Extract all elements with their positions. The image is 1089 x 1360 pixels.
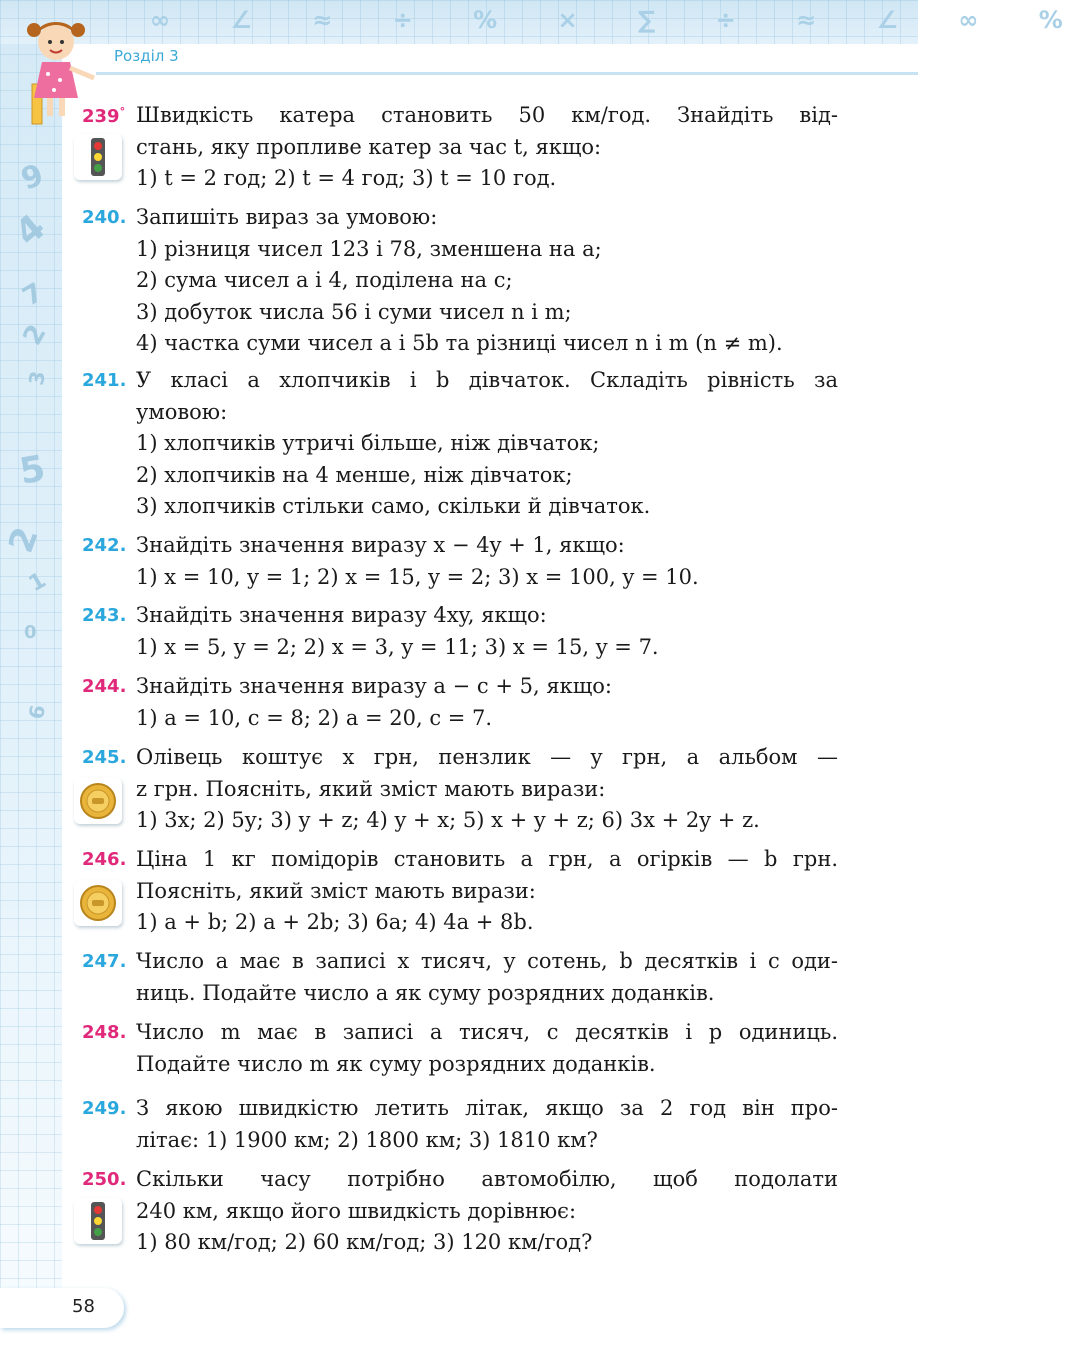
deco-glyph-row: ∞ ∠ ≈ ÷ % × ∑ ÷ ≈ ∠ ∞ % (150, 6, 1089, 34)
text-line: Скільки часу потрібно автомобілю, щоб подолати (136, 1167, 838, 1191)
exercise-number: 239° (82, 105, 126, 127)
exercise-number: 242. (82, 535, 127, 556)
text-line: літає: 1) 1900 км; 2) 1800 км; 3) 1810 км? (136, 1127, 598, 1152)
text-line: 240 км, якщо його швидкість дорівнює: (136, 1198, 577, 1223)
exercise-number: 247. (82, 951, 127, 972)
text-line: 1) x = 5, y = 2; 2) x = 3, y = 11; 3) x = 15, y = 7. (136, 634, 659, 659)
text-line: 1) t = 2 год; 2) t = 4 год; 3) t = 10 год. (136, 166, 557, 190)
deco-digit: 7 (17, 277, 49, 313)
text-line: З якою швидкістю летить літак, якщо за 2 год він про- (136, 1096, 838, 1120)
text-line: Олівець коштує x грн, пензлик — y грн, а альбом — (136, 745, 838, 769)
text-line: 1) 3x; 2) 5y; 3) y + z; 4) y + x; 5) x + y + z; 6) 3x + 2y + z. (136, 808, 760, 832)
deco-digit: 6 (23, 703, 50, 721)
exercise-number: 241. (82, 370, 127, 391)
exercise-number: 245. (82, 747, 127, 768)
header-bar (96, 44, 918, 75)
text-line: Число m має в записі a тисяч, c десятків і p одиниць. (136, 1020, 838, 1044)
deco-digit: 2 (0, 522, 47, 558)
deco-digit: 2 (17, 319, 53, 351)
exercise-text (136, 530, 838, 593)
exercise-text (136, 202, 838, 360)
exercise-text (136, 100, 838, 195)
deco-digit: 3 (23, 369, 50, 387)
exercise-text (136, 844, 838, 939)
exercise-number: 240. (82, 207, 127, 228)
deco-digit: 1 (24, 567, 51, 598)
text-line: Знайдіть значення виразу 4xy, якщо: (136, 603, 547, 627)
exercise-number: 244. (82, 676, 127, 697)
top-decoration (0, 0, 1089, 44)
text-line: Знайдіть значення виразу x − 4y + 1, якщо: (136, 533, 625, 557)
text-line: 2) хлопчиків на 4 менше, ніж дівчаток; (136, 462, 573, 487)
text-line: Число a має в записі x тисяч, y сотень, b десятків і c оди- (136, 949, 838, 973)
text-line: z грн. Поясніть, який зміст мають вирази: (136, 776, 606, 801)
text-line: 1) різниця чисел 123 і 78, зменшена на a; (136, 236, 602, 261)
exercise-number: 243. (82, 605, 127, 626)
traffic-light-icon (74, 1198, 122, 1244)
deco-digit: 9 (16, 157, 49, 198)
text-line: 1) хлопчиків утричі більше, ніж дівчаток; (136, 431, 600, 455)
text-line: Запишіть вираз за умовою: (136, 205, 438, 229)
text-line: Подайте число m як суму розрядних доданків. (136, 1051, 656, 1076)
deco-digit: 0 (24, 622, 37, 643)
text-line: 4) частка суми чисел a і 5b та різниці чисел n і m (n ≠ m). (136, 331, 783, 355)
exercise-text (136, 946, 838, 1009)
deco-digit: 5 (16, 448, 49, 493)
section-title: Розділ 3 (114, 47, 179, 65)
exercise-text (136, 671, 838, 734)
text-line: ниць. Подайте число a як суму розрядних доданків. (136, 980, 715, 1005)
text-line: Швидкість катера становить 50 км/год. Знайдіть від- (136, 103, 838, 127)
text-line: 1) a = 10, c = 8; 2) a = 20, c = 7. (136, 705, 493, 730)
text-line: Ціна 1 кг помідорів становить a грн, а огірків — b грн. (136, 847, 838, 871)
coin-icon (74, 778, 122, 824)
text-line: Знайдіть значення виразу a − c + 5, якщо: (136, 674, 612, 698)
text-line: 3) добуток числа 56 і суми чисел n і m; (136, 299, 572, 324)
page-number: 58 (72, 1296, 95, 1317)
exercise-text (136, 1017, 838, 1080)
side-decoration (0, 0, 62, 1300)
exercise-number: 246. (82, 849, 127, 870)
exercise-text (136, 1093, 838, 1156)
traffic-light-icon (74, 134, 122, 180)
exercise-text (136, 742, 838, 837)
coin-icon (74, 880, 122, 926)
text-line: Поясніть, який зміст мають вирази: (136, 878, 536, 903)
exercise-text (136, 1164, 838, 1259)
deco-digit: 4 (7, 206, 54, 255)
exercise-number: 249. (82, 1098, 127, 1119)
exercise-text (136, 600, 838, 663)
text-line: 1) a + b; 2) a + 2b; 3) 6a; 4) 4a + 8b. (136, 910, 534, 934)
text-line: 2) сума чисел a і 4, поділена на c; (136, 268, 513, 292)
text-line: 1) 80 км/год; 2) 60 км/год; 3) 120 км/год? (136, 1230, 593, 1254)
text-line: стань, яку пропливе катер за час t, якщо: (136, 134, 602, 159)
exercise-number: 250. (82, 1169, 127, 1190)
page-number-tab (0, 1288, 124, 1328)
exercise-number: 248. (82, 1022, 127, 1043)
exercise-text (136, 365, 838, 523)
text-line: умовою: (136, 399, 228, 424)
text-line: 1) x = 10, y = 1; 2) x = 15, y = 2; 3) x = 100, y = 10. (136, 564, 699, 589)
text-line: У класі a хлопчиків і b дівчаток. Складіть рівність за (136, 368, 838, 392)
text-line: 3) хлопчиків стільки само, скільки й дівчаток. (136, 494, 651, 518)
